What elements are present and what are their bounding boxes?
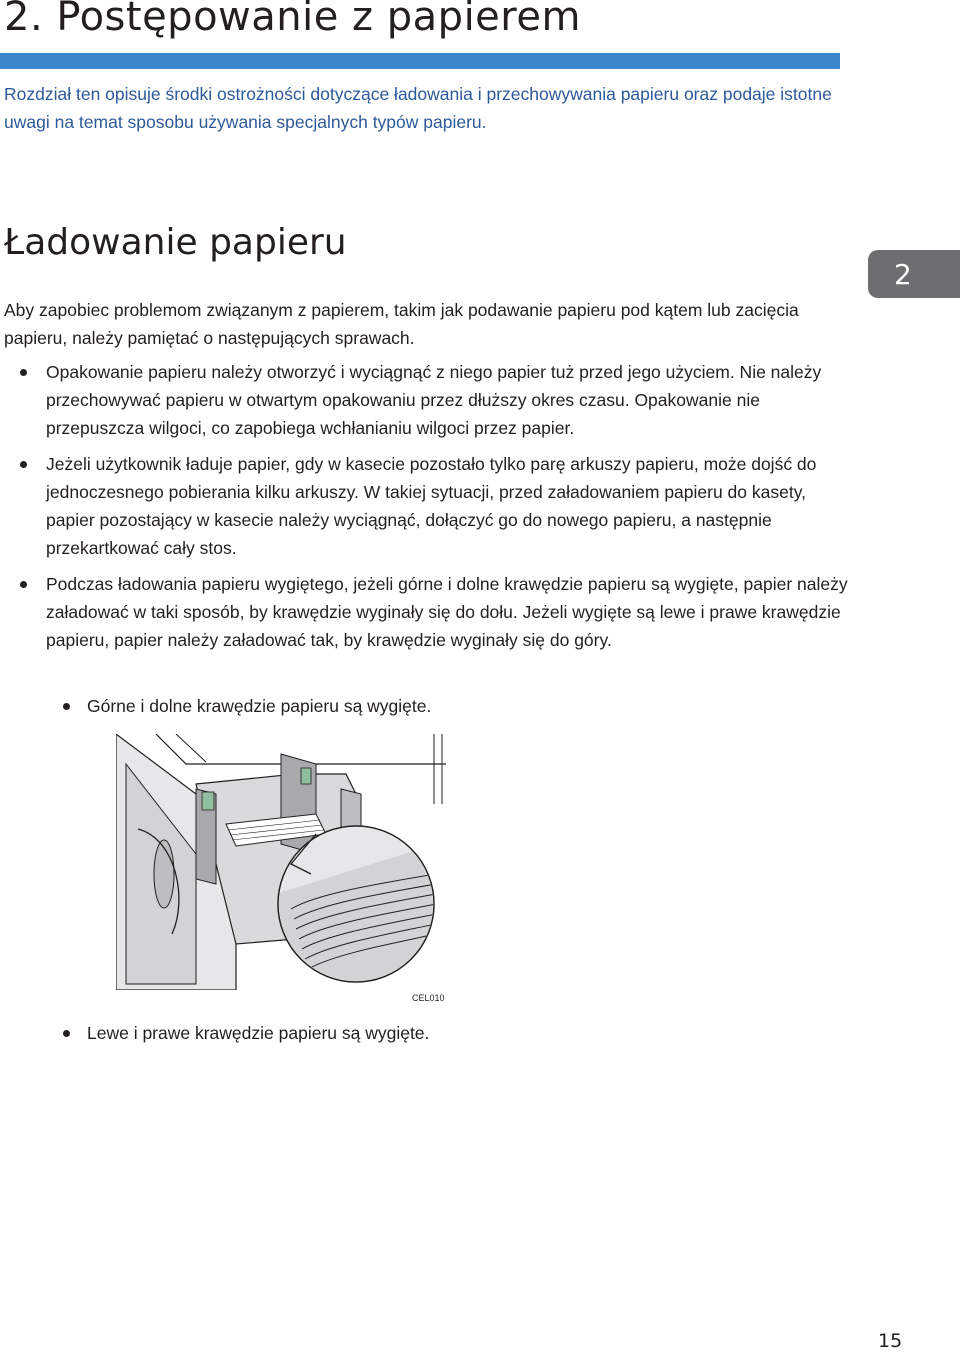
bullet-list bbox=[0, 358, 850, 662]
list-item bbox=[0, 358, 850, 442]
chapter-intro: Rozdział ten opisuje środki ostrożności dotyczące ładowania i przechowywania papieru oraz podaje istotne uwagi na temat sposobu używania specjalnych typów papieru. bbox=[4, 84, 832, 132]
paper-tray-illustration bbox=[116, 734, 446, 990]
sub-list-item-text: Górne i dolne krawędzie papieru są wygięte. bbox=[87, 696, 432, 716]
bullet-dot bbox=[20, 461, 27, 468]
title-underline-bar bbox=[0, 53, 840, 69]
list-item-text: Podczas ładowania papieru wygiętego, jeżeli górne i dolne krawędzie papieru są wygięte, papier należy załadować w taki sposób, by krawędzie wyginały się do dołu. Jeżeli wygięte są lewe i prawe krawędzie papieru, papier należy załadować tak, by krawędzie wyginały się do góry. bbox=[46, 574, 848, 650]
list-item bbox=[0, 570, 850, 654]
section-intro: Aby zapobiec problemom związanym z papierem, takim jak podawanie papieru pod kątem lub zacięcia papieru, należy pamiętać o następujących sprawach. bbox=[4, 300, 799, 348]
sub-list-item bbox=[87, 692, 431, 720]
list-item-text: Opakowanie papieru należy otworzyć i wyciągnąć z niego papier tuż przed jego użyciem. Nie należy przechowywać papieru w otwartym opakowaniu przez dłuższy okres czasu. Opakowanie nie przepuszcza wilgoci, co zapobiega wchłanianiu wilgoci przez papier. bbox=[46, 362, 822, 438]
bullet-dot bbox=[63, 703, 70, 710]
bullet-dot bbox=[20, 581, 27, 588]
sub-list-item bbox=[87, 1019, 429, 1047]
section-title: Ładowanie papieru bbox=[4, 222, 347, 263]
chapter-tab-number: 2 bbox=[894, 258, 912, 291]
list-item bbox=[0, 450, 850, 562]
bullet-dot bbox=[20, 369, 27, 376]
illustration-code: CEL010 bbox=[412, 993, 445, 1003]
bullet-dot bbox=[63, 1030, 70, 1037]
chapter-thumb-tab bbox=[868, 250, 960, 298]
page-number: 15 bbox=[878, 1330, 903, 1352]
list-item-text: Jeżeli użytkownik ładuje papier, gdy w kasecie pozostało tylko parę arkuszy papieru, może dojść do jednoczesnego pobierania kilku arkuszy. W takiej sytuacji, przed załadowaniem papieru do kasety, papier pozostający w kasecie należy wyciągnąć, dołączyć go do nowego papieru, a następnie przekartkować cały stos. bbox=[46, 454, 817, 558]
sub-list-item-text: Lewe i prawe krawędzie papieru są wygięte. bbox=[87, 1023, 430, 1043]
chapter-title: 2. Postępowanie z papierem bbox=[4, 0, 581, 40]
